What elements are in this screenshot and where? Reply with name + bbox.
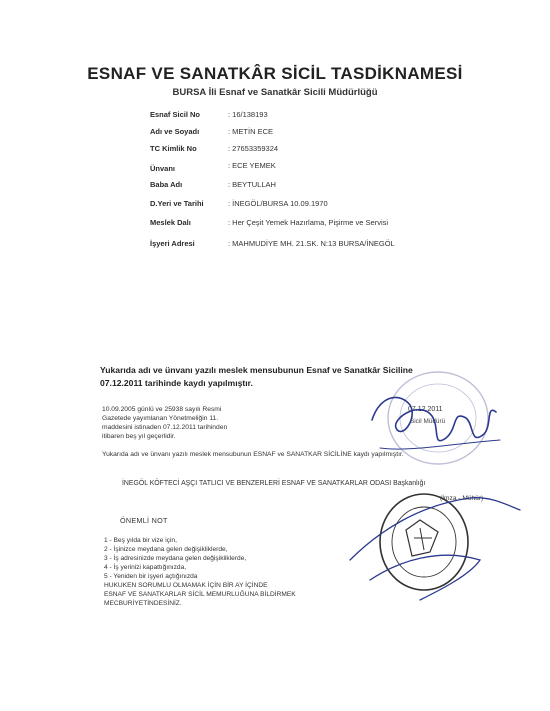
signature-upper-flourish xyxy=(380,440,500,449)
notes-list xyxy=(104,536,404,608)
note-item: ESNAF VE SANATKARLAR SİCİL MEMURLUĞUNA BİLDİRMEK xyxy=(104,591,296,598)
note-item: 1 - Beş yılda bir vize için, xyxy=(104,537,177,544)
field-value: : 16/138193 xyxy=(228,110,268,119)
registration-announcement xyxy=(100,364,520,390)
gazette-line: itibaren beş yıl geçerlidir. xyxy=(102,433,176,440)
note-item: 5 - Yeniden bir işyeri açtığınızda xyxy=(104,573,198,580)
field-label: Ünvanı xyxy=(150,164,176,173)
field-name xyxy=(150,125,540,142)
field-label: Esnaf Sicil No xyxy=(150,110,201,119)
official-date: 07.12.2011 xyxy=(408,406,443,413)
field-value: : METİN ECE xyxy=(228,127,274,136)
announcement-date-line: 07.12.2011 tarihinde kaydı yapılmıştır. xyxy=(100,378,253,388)
field-value: : ECE YEMEK xyxy=(228,161,276,170)
field-label: Baba Adı xyxy=(150,180,183,189)
announcement-line: Yukarıda adı ve ünvanı yazılı meslek mensubunun Esnaf ve Sanatkâr Siciline xyxy=(100,365,413,375)
field-label: Meslek Dalı xyxy=(150,218,191,227)
note-item: 4 - İş yerinizi kapattığınızda, xyxy=(104,564,187,571)
field-sicil-no xyxy=(150,108,540,125)
document-subtitle: BURSA İli Esnaf ve Sanatkâr Sicili Müdürlüğü xyxy=(172,87,378,98)
field-value: : 27653359324 xyxy=(228,144,279,153)
note-item: HUKUKEN SORUMLU OLMAMAK İÇİN BİR AY İÇİNDE xyxy=(104,582,268,589)
note-item: MECBURİYETİNDESİNİZ. xyxy=(104,600,182,607)
registry-fields xyxy=(150,108,540,254)
chamber-name: İNEGÖL KÖFTECİ AŞÇI TATLICI VE BENZERLERİ ESNAF VE SANATKARLAR ODASI Başkanlığı xyxy=(122,480,426,487)
gazette-line: maddesini istinaden 07.12.2011 tarihinden xyxy=(102,424,228,431)
field-value: : İNEGÖL/BURSA 10.09.1970 xyxy=(228,199,328,208)
field-value: : BEYTULLAH xyxy=(228,180,276,189)
document-title: ESNAF VE SANATKÂR SİCİL TASDİKNAMESİ xyxy=(87,64,463,83)
field-address xyxy=(150,237,540,254)
field-label: D.Yeri ve Tarihi xyxy=(150,199,204,208)
official-title: Sicil Müdürü xyxy=(410,418,446,425)
notes-heading: ÖNEMLİ NOT xyxy=(120,516,168,525)
field-label: İşyeri Adresi xyxy=(150,239,195,248)
field-profession xyxy=(150,216,540,237)
field-value: : MAHMUDİYE MH. 21.SK. N:13 BURSA/İNEGÖL xyxy=(228,239,395,248)
registered-statement: Yukarıda adı ve ünvanı yazılı meslek mensubunun ESNAF ve SANATKAR SİCİLİNE kaydı yapılmıştır. xyxy=(102,451,404,458)
gazette-validity-text xyxy=(102,405,292,441)
gazette-line: Gazetede yayımlanan Yönetmeliğin 11. xyxy=(102,415,219,422)
field-birth xyxy=(150,197,540,216)
field-label: TC Kimlik No xyxy=(150,144,197,153)
field-tc-kimlik xyxy=(150,142,540,159)
field-title xyxy=(150,159,540,178)
note-item: 2 - İşinizce meydana gelen değişikliklerde, xyxy=(104,546,228,553)
note-item: 3 - İş adresinizde meydana gelen değişikliklerde, xyxy=(104,555,247,562)
gazette-line: 10.09.2005 günlü ve 25938 sayılı Resmi xyxy=(102,406,222,413)
field-father-name xyxy=(150,178,540,197)
field-label: Adı ve Soyadı xyxy=(150,127,200,136)
field-value: : Her Çeşit Yemek Hazırlama, Pişirme ve Servisi xyxy=(228,218,389,227)
seal-caption: (İmza - Mühür) xyxy=(440,495,484,502)
